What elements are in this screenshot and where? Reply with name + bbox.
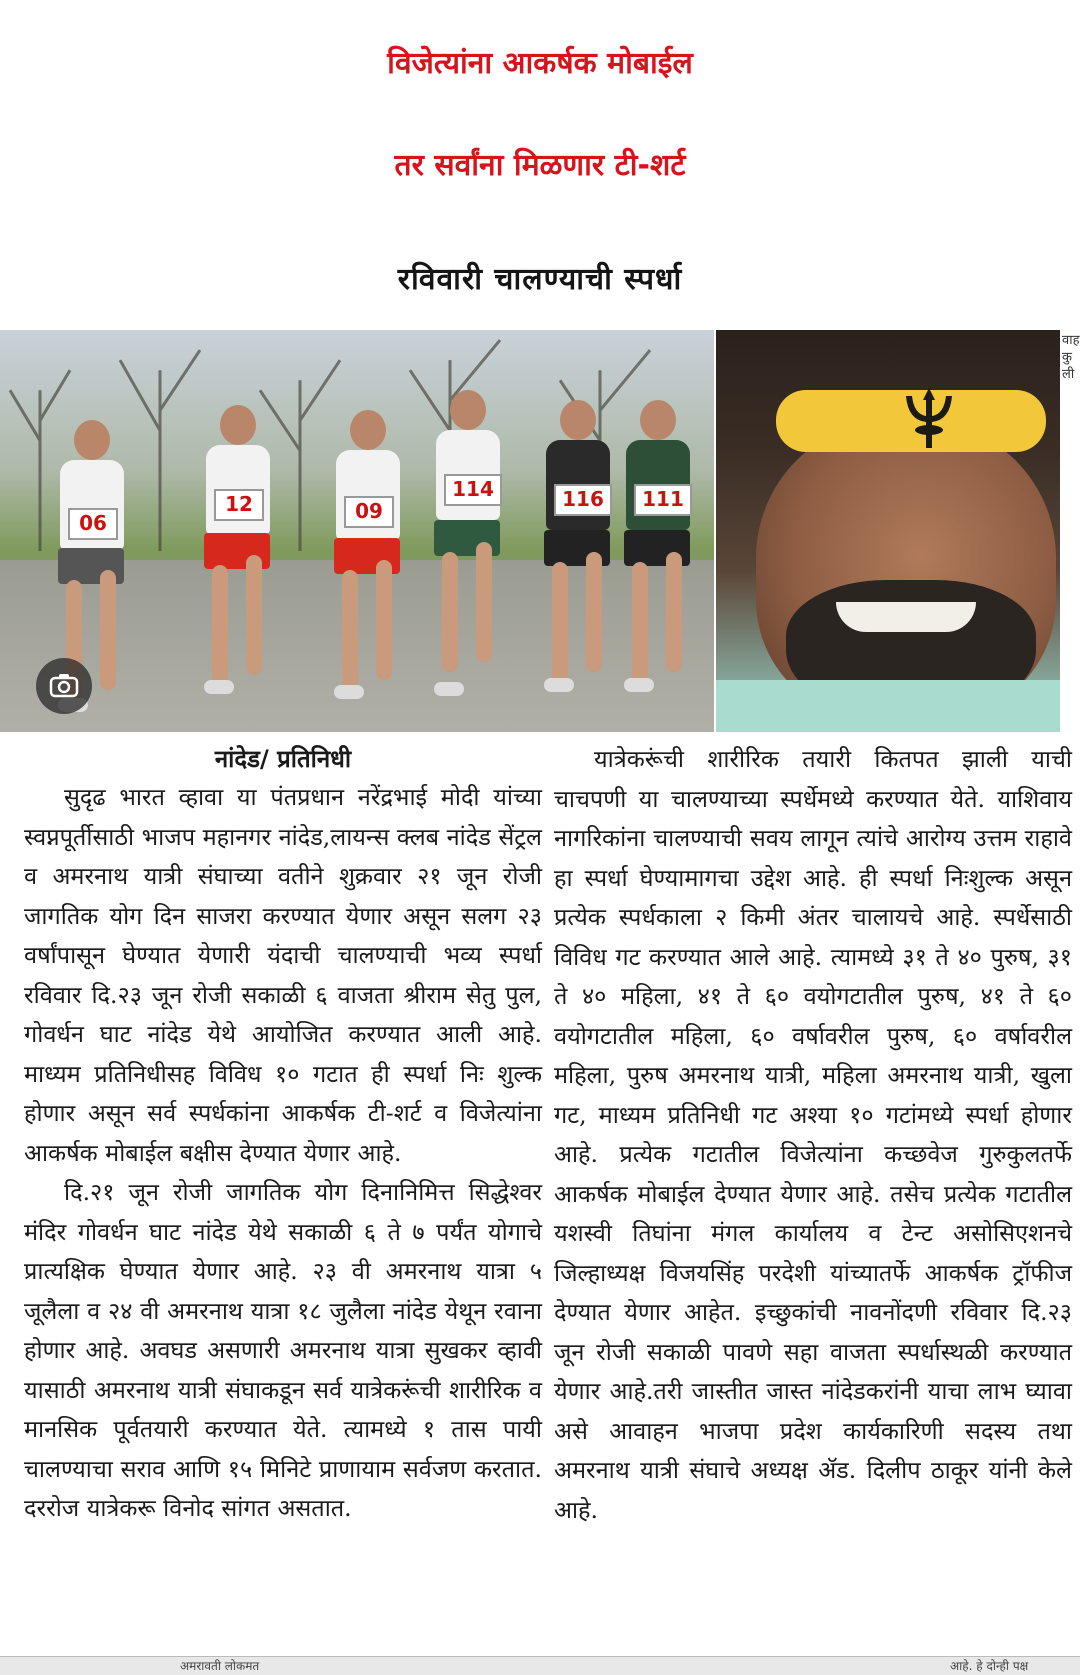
camera-lens-icon[interactable] xyxy=(36,658,92,714)
headline-line-2: तर सर्वांना मिळणार टी-शर्ट xyxy=(394,148,686,183)
article-column-right xyxy=(554,740,1072,1530)
headline-line-3: रविवारी चालण्याची स्पर्धा xyxy=(397,262,683,297)
runner-bib: 114 xyxy=(444,474,502,506)
article-paragraph: सुदृढ भारत व्हावा या पंतप्रधान नरेंद्रभाई मोदी यांच्या स्वप्नपूर्तीसाठी भाजप महानगर नांदेड,लायन्स क्लब नांदेड सेंट्रल व अमरनाथ यात्री संघाच्या वतीने शुक्रवार २१ जून रोजी जागतिक योग दिन साजरा करण्यात येणार असून सलग २३ वर्षांपासून घेण्यात येणारी यंदाची चालण्याची भव्य स्पर्धा रविवार दि.२३ जून रोजी सकाळी ६ वाजता श्रीराम सेतु पुल, गोवर्धन घाट नांदेड येथे आयोजित करण्यात आली आहे. माध्यम प्रतिनिधीसह विविध १० गटात ही स्पर्धा निः शुल्क होणार असून सर्व स्पर्धकांना आकर्षक टी-शर्ट व विजेत्यांना आकर्षक मोबाईल बक्षीस देण्यात येणार आहे. xyxy=(24,783,542,1167)
footer-snippet-right: आहे. हे दोन्ही पक्ष xyxy=(950,1659,1029,1673)
camera-lens-glyph xyxy=(49,673,79,699)
side-snippet: वाह कु ली xyxy=(1062,333,1080,382)
runner-bib: 12 xyxy=(214,489,264,521)
article-paragraph: दि.२१ जून रोजी जागतिक योग दिनानिमित्त सिद्धेश्वर मंदिर गोवर्धन घाट नांदेड येथे सकाळी ६ ते ७ पर्यंत योगाचे प्रात्यक्षिक घेण्यात येणार आहे. २३ वी अमरनाथ यात्रा ५ जूलैला व २४ वी अमरनाथ यात्रा १८ जुलैला नांदेड येथून रवाना होणार आहे. अवघड असणारी अमरनाथ यात्रा सुखकर व्हावी यासाठी अमरनाथ यात्री संघाकडून सर्व यात्रेकरूंची शारीरिक व मानसिक पूर्वतयारी करण्यात येते. त्यामध्ये १ तास पायी चालण्याचा सराव आणि १५ मिनिटे प्राणायाम सर्वजण करतात. दररोज यात्रेकरू विनोद सांगत असतात. xyxy=(24,1178,542,1522)
runner-bib: 116 xyxy=(554,484,612,516)
article-column-left xyxy=(24,740,542,1529)
runner-bib: 06 xyxy=(68,508,118,540)
portrait-photo xyxy=(716,330,1060,732)
footer-snippet-left: अमरावती लोकमत xyxy=(180,1659,260,1673)
headline-line-1: विजेत्यांना आकर्षक मोबाईल xyxy=(387,46,693,81)
article-paragraph: यात्रेकरूंची शारीरिक तयारी कितपत झाली याची चाचपणी या चालण्याच्या स्पर्धेमध्ये करण्यात येते. याशिवाय नागरिकांना चालण्याची सवय लागून त्यांचे आरोग्य उत्तम राहावे हा स्पर्धा घेण्यामागचा उद्देश आहे. ही स्पर्धा निःशुल्क असून प्रत्येक स्पर्धकाला २ किमी अंतर चालायचे आहे. स्पर्धेसाठी विविध गट करण्यात आले आहे. त्यामध्ये ३१ ते ४० पुरुष, ३१ ते ४० महिला, ४१ ते ६० वयोगटातील पुरुष, ४१ ते ६० वयोगटातील महिला, ६० वर्षावरील पुरुष, ६० वर्षावरील महिला, पुरुष अमरनाथ यात्री, महिला अमरनाथ यात्री, खुला गट, माध्यम प्रतिनिधी गट अश्या १० गटांमध्ये स्पर्धा होणार आहे. प्रत्येक गटातील विजेत्यांना कच्छवेज गुरुकुलतर्फे आकर्षक मोबाईल देण्यात येणार आहे. तसेच प्रत्येक गटातील यशस्वी तिघांना मंगल कार्यालय व टेन्ट असोसिएशनचे जिल्हाध्यक्ष विजयसिंह परदेशी यांच्यातर्फे आकर्षक ट्रॉफीज देण्यात येणार आहेत. इच्छुकांची नावनोंदणी रविवार दि.२३ जून रोजी सकाळी पावणे सहा वाजता स्पर्धास्थळी करण्यात येणार आहे.तरी जास्तीत जास्त नांदेडकरांनी याचा लाभ घ्यावा असे आवाहन भाजपा प्रदेश कार्यकारिणी सदस्य तथा अमरनाथ यात्री संघाचे अध्यक्ष ॲड. दिलीप ठाकूर यांनी केले आहे. xyxy=(554,745,1072,1524)
trishul-icon xyxy=(894,386,964,456)
runners-photo xyxy=(0,330,714,732)
runner-bib: 111 xyxy=(634,484,692,516)
bottom-strip xyxy=(0,1656,1080,1675)
portrait-shirt xyxy=(716,680,1060,732)
dateline: नांदेड/ प्रतिनिधी xyxy=(214,745,352,773)
portrait-smile xyxy=(836,602,976,632)
runner-bib: 09 xyxy=(344,496,394,528)
